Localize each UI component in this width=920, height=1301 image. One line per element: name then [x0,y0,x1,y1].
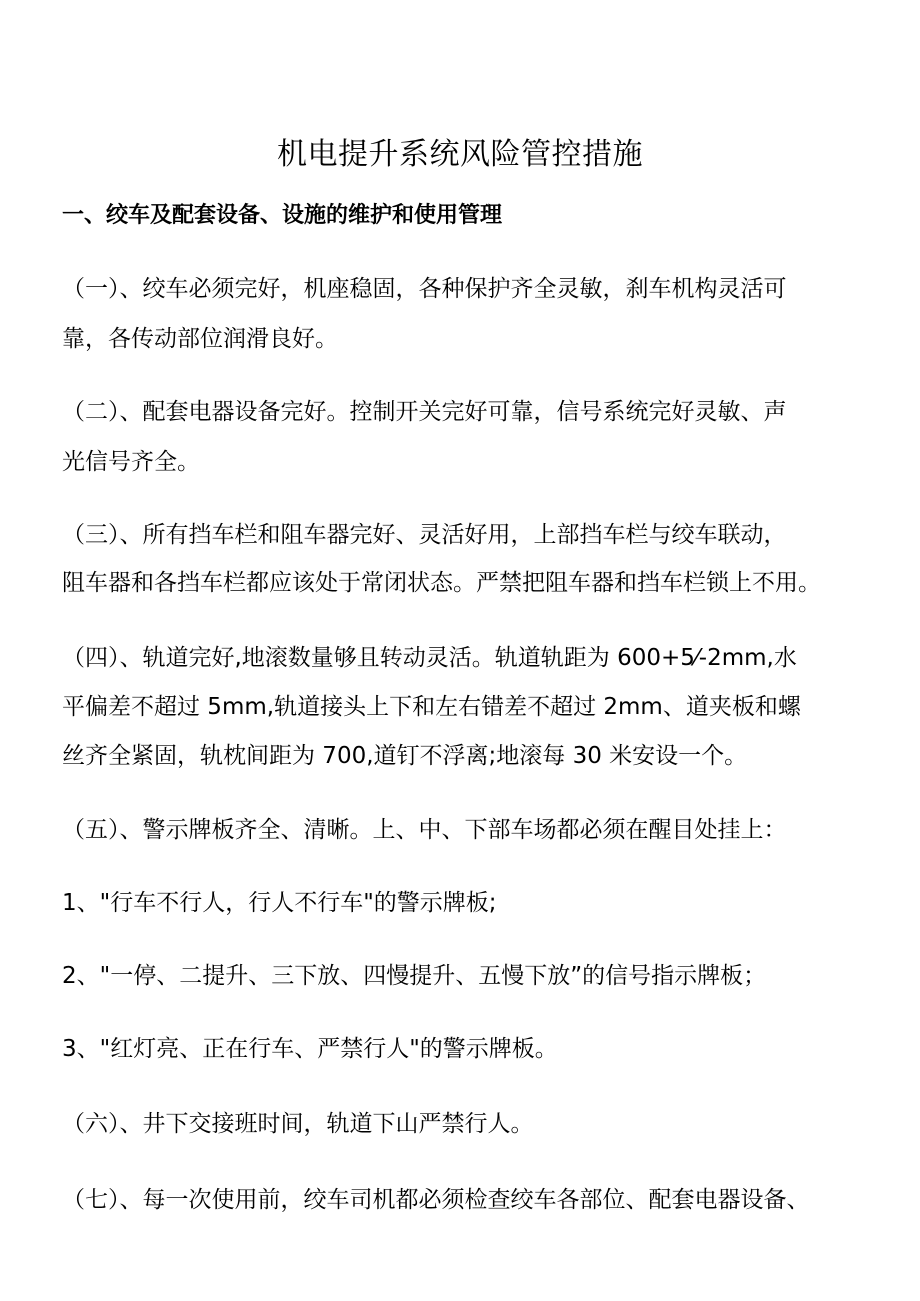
item-5-sub-1: 1、"行车不行人，行人不行车"的警示牌板; [62,890,497,916]
section-heading: 一、绞车及配套设备、设施的维护和使用管理 [62,203,503,228]
page-title: 机电提升系统风险管控措施 [277,137,643,173]
item-5-sub-2: 2、"一停、二提升、三下放、四慢提升、五慢下放”的信号指示牌板； [62,963,767,989]
item-4-line-1: （四）、轨道完好,地滚数量够且转动灵活。轨道轨距为 600+5⁄-2mm,水 [62,645,797,671]
item-3-line-1: （三）、所有挡车栏和阻车器完好、灵活好用，上部挡车栏与绞车联动， [62,522,787,548]
item-1-line-2: 靠，各传动部位润滑良好。 [62,326,338,352]
item-2-line-2: 光信号齐全。 [62,449,200,475]
item-1-line-1: （一）、绞车必须完好，机座稳固，各种保护齐全灵敏，刹车机构灵活可 [62,276,787,302]
item-5-line-1: （五）、警示牌板齐全、清晰。上、中、下部车场都必须在醒目处挂上： [62,817,787,843]
item-7-line-1: （七）、每一次使用前，绞车司机都必须检查绞车各部位、配套电器设备、 [62,1187,810,1213]
item-4-line-3: 丝齐全紧固，轨枕间距为 700,道钉不浮离;地滚每 30 米安设一个。 [62,743,748,769]
item-3-line-2: 阻车器和各挡车栏都应该处于常闭状态。严禁把阻车器和挡车栏锁上不用。 [62,570,821,596]
item-2-line-1: （二）、配套电器设备完好。控制开关完好可靠，信号系统完好灵敏、声 [62,399,787,425]
item-5-sub-3: 3、"红灯亮、正在行车、严禁行人"的警示牌板。 [62,1036,558,1062]
item-6-line-1: （六）、井下交接班时间，轨道下山严禁行人。 [62,1111,534,1137]
item-4-line-2: 平偏差不超过 5mm,轨道接头上下和左右错差不超过 2mm、道夹板和螺 [62,694,801,720]
